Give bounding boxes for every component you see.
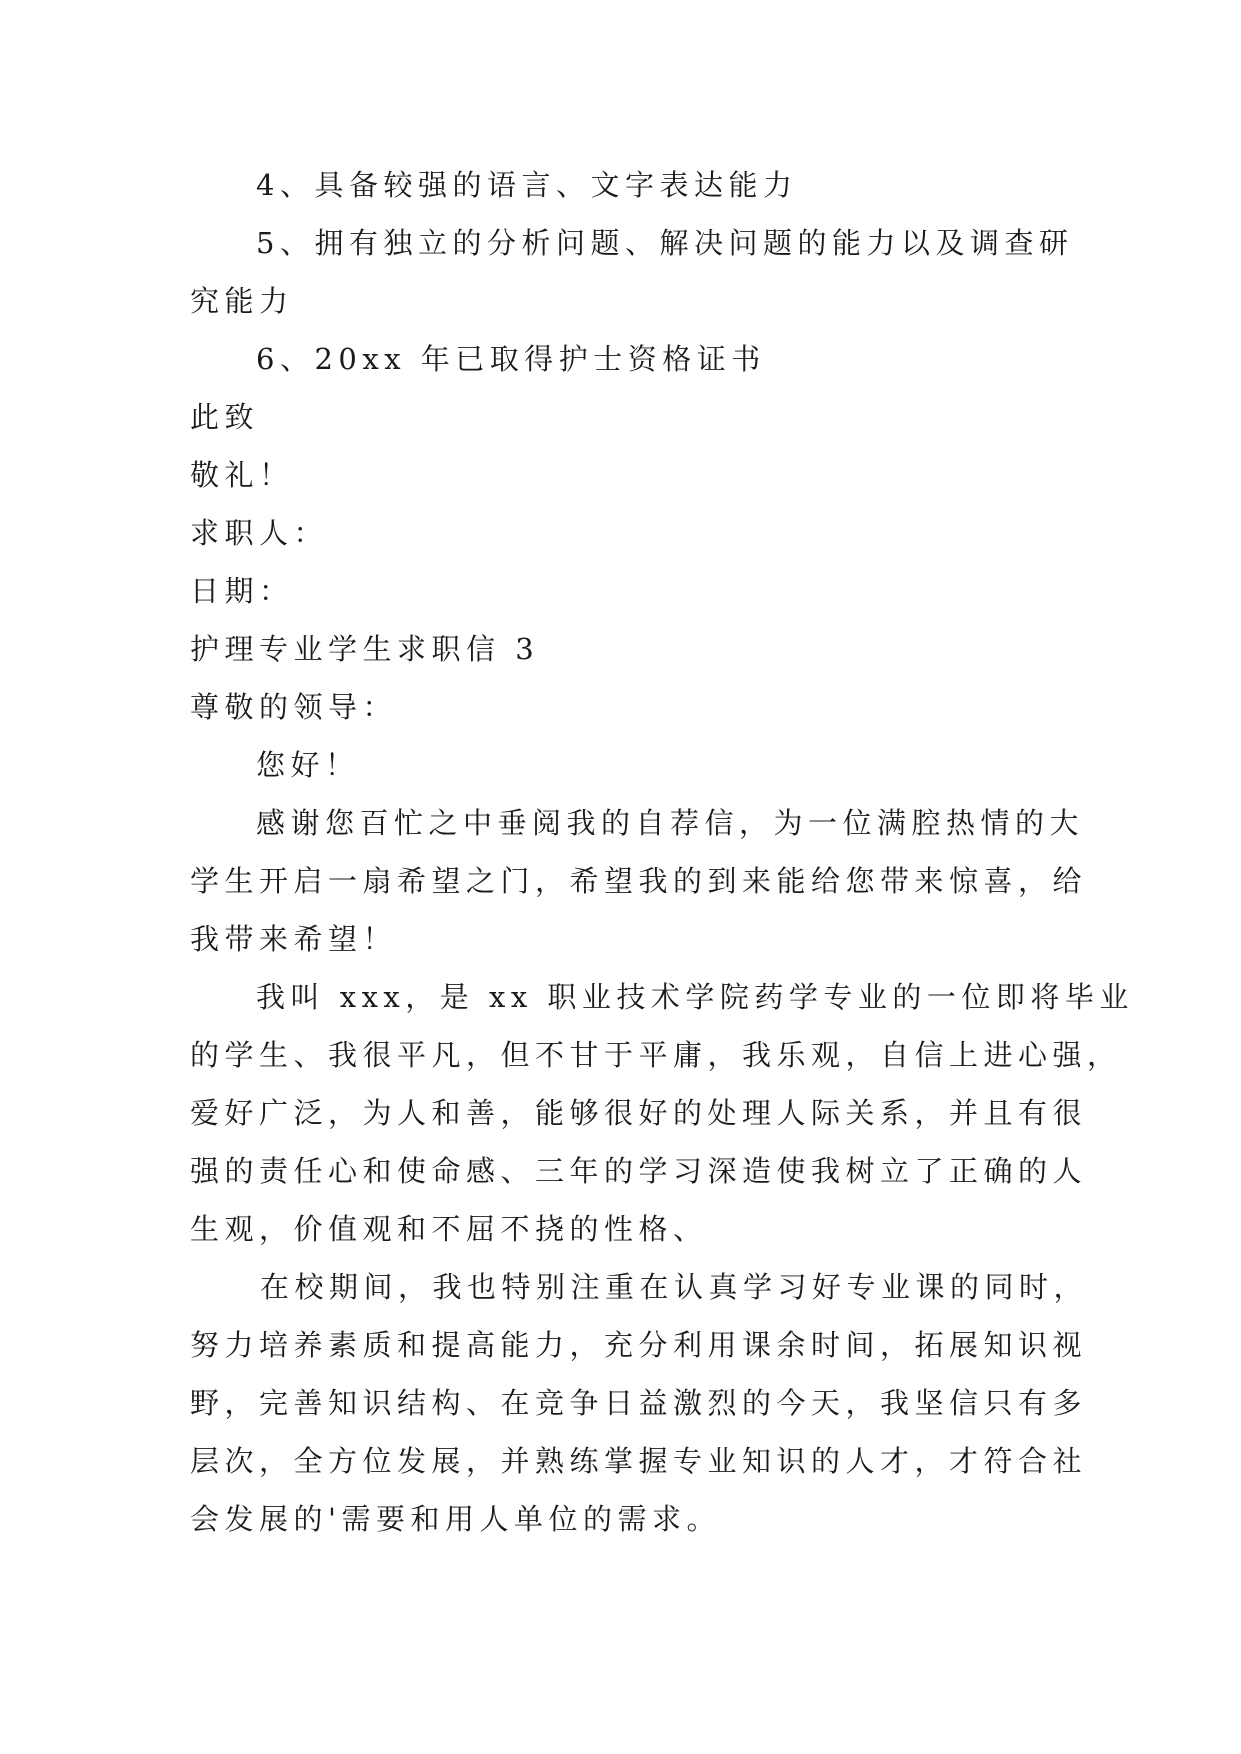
paragraph-line: 层次，全方位发展，并熟练掌握专业知识的人才，才符合社 xyxy=(190,1444,1088,1478)
list-item-4: 4、具备较强的语言、文字表达能力 xyxy=(256,168,798,202)
closing-ci-zhi: 此致 xyxy=(190,400,260,434)
paragraph-line: 我叫 xxx，是 xx 职业技术学院药学专业的一位即将毕业 xyxy=(256,980,1134,1014)
paragraph-line: 强的责任心和使命感、三年的学习深造使我树立了正确的人 xyxy=(190,1154,1088,1188)
list-item-5-line-2: 究能力 xyxy=(190,284,294,318)
paragraph-line: 学生开启一扇希望之门，希望我的到来能给您带来惊喜，给 xyxy=(190,864,1088,898)
letter-title: 护理专业学生求职信 3 xyxy=(190,632,540,666)
paragraph-line: 野，完善知识结构、在竞争日益激烈的今天，我坚信只有多 xyxy=(190,1386,1088,1420)
salutation: 尊敬的领导： xyxy=(190,690,398,724)
date-label: 日期： xyxy=(190,574,294,608)
paragraph-school-period xyxy=(190,1258,1089,1548)
paragraph-introduction xyxy=(190,968,1134,1258)
paragraph-thanks xyxy=(190,794,1088,968)
list-item-6: 6、20xx 年已取得护士资格证书 xyxy=(256,342,766,376)
paragraph-line: 爱好广泛，为人和善，能够很好的处理人际关系，并且有很 xyxy=(190,1096,1088,1130)
paragraph-line: 的学生、我很平凡，但不甘于平庸，我乐观，自信上进心强， xyxy=(190,1038,1122,1072)
closing-jing-li: 敬礼！ xyxy=(190,458,294,492)
paragraph-line: 感谢您百忙之中垂阅我的自荐信，为一位满腔热情的大 xyxy=(256,806,1085,840)
greeting: 您好！ xyxy=(256,748,360,782)
paragraph-line: 努力培养素质和提高能力，充分利用课余时间，拓展知识视 xyxy=(190,1328,1088,1362)
document-body xyxy=(190,156,1134,1548)
applicant-label: 求职人： xyxy=(190,516,329,550)
paragraph-line: 生观，价值观和不屈不挠的性格、 xyxy=(190,1212,708,1246)
paragraph-line: 会发展的'需要和用人单位的需求。 xyxy=(190,1502,721,1536)
list-item-5 xyxy=(190,214,1074,330)
paragraph-line: 在校期间，我也特别注重在认真学习好专业课的同时， xyxy=(260,1270,1089,1304)
list-item-5-line-1: 5、拥有独立的分析问题、解决问题的能力以及调查研 xyxy=(256,226,1074,260)
paragraph-line: 我带来希望！ xyxy=(190,922,398,956)
